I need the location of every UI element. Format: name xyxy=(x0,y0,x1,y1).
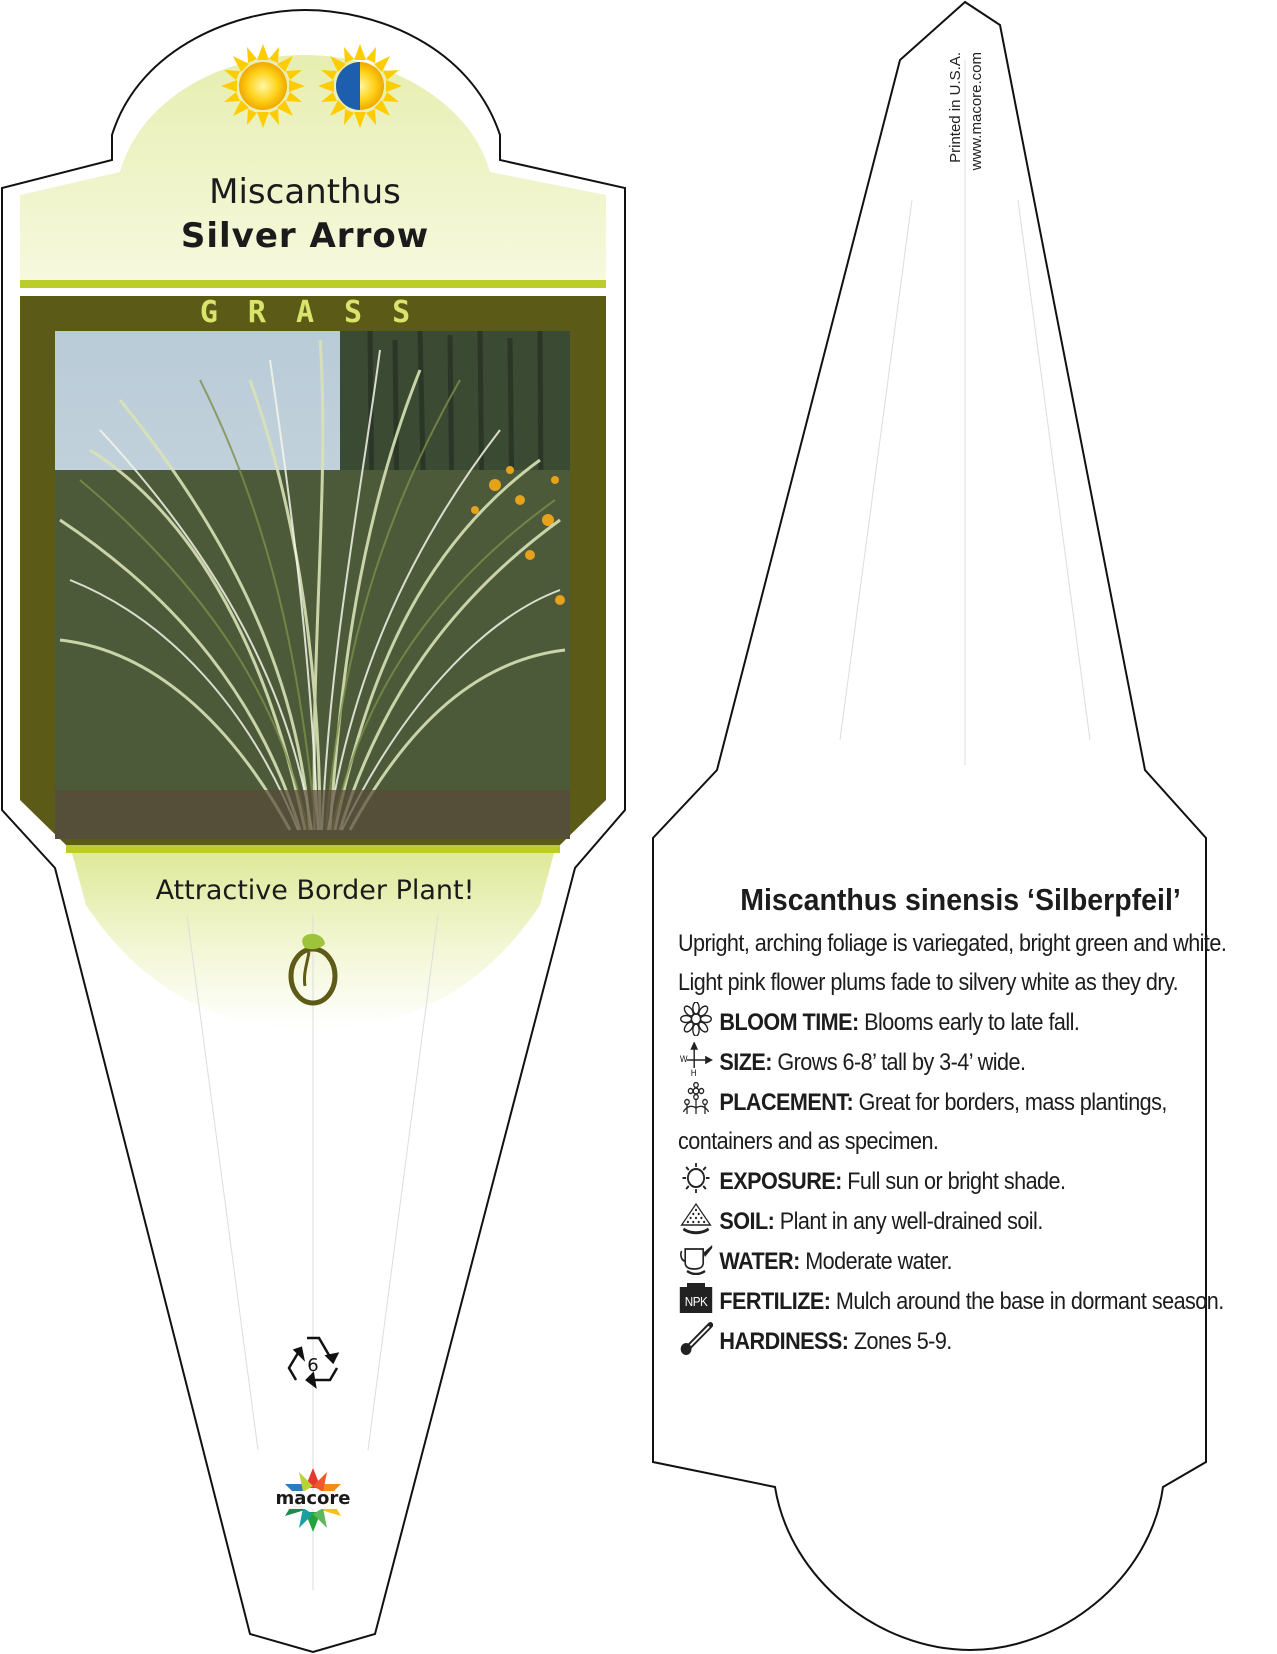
full-sun-icon xyxy=(221,44,305,128)
attr-label: SOIL: xyxy=(719,1208,775,1235)
printed-info xyxy=(945,52,987,272)
brand-name: macore xyxy=(275,1488,351,1509)
plant-cultivar: Silver Arrow xyxy=(180,216,430,256)
npk-icon xyxy=(678,1281,714,1315)
tagline: Attractive Border Plant! xyxy=(155,875,475,906)
attr-exposure xyxy=(678,1161,1243,1201)
sun-icon xyxy=(678,1161,714,1195)
attr-placement xyxy=(678,1082,1243,1161)
attr-label: WATER: xyxy=(719,1248,800,1275)
attr-text: Great for borders, mass plantings, containers and as specimen. xyxy=(678,1089,1167,1155)
plant-genus: Miscanthus xyxy=(209,172,401,212)
attr-text: Plant in any well-drained soil. xyxy=(779,1208,1043,1235)
attr-label: SIZE: xyxy=(719,1049,772,1076)
attr-label: BLOOM TIME: xyxy=(719,1009,859,1036)
attr-text: Grows 6-8’ tall by 3-4’ wide. xyxy=(777,1049,1026,1076)
attr-hardiness xyxy=(678,1321,1243,1361)
grass-photo xyxy=(55,331,570,839)
npk-label: NPK xyxy=(684,1294,708,1310)
svg-text:W: W xyxy=(679,1054,688,1066)
attr-size xyxy=(678,1042,1243,1082)
soil-icon xyxy=(678,1201,714,1235)
attr-soil xyxy=(678,1201,1243,1241)
svg-text:H: H xyxy=(690,1068,697,1076)
attr-water xyxy=(678,1241,1243,1281)
printed-line-1: Printed in U.S.A. xyxy=(947,52,964,163)
attr-text: Mulch around the base in dormant season. xyxy=(835,1288,1224,1315)
recycle-code: 6 xyxy=(307,1355,319,1376)
attr-text: Moderate water. xyxy=(805,1248,953,1275)
attr-text: Zones 5-9. xyxy=(853,1328,952,1355)
size-icon xyxy=(678,1042,714,1076)
placement-icon xyxy=(678,1082,714,1116)
part-sun-icon xyxy=(318,44,402,128)
top-divider-bar xyxy=(20,280,606,288)
attr-fertilize xyxy=(678,1281,1243,1321)
plant-description: Upright, arching foliage is variegated, bright green and white. Light pink flower plums fade to silvery white as they dry. xyxy=(678,930,1227,996)
watering-can-icon xyxy=(678,1241,714,1275)
attr-label: HARDINESS: xyxy=(719,1328,849,1355)
printed-line-2: www.macore.com xyxy=(968,52,985,171)
botanical-name: Miscanthus sinensis ‘Silberpfeil’ xyxy=(740,882,1181,917)
attr-bloom-time xyxy=(678,1002,1243,1042)
attr-text: Blooms early to late fall. xyxy=(864,1009,1080,1036)
thermometer-icon xyxy=(678,1321,714,1355)
attr-text: Full sun or bright shade. xyxy=(847,1168,1066,1195)
attr-label: PLACEMENT: xyxy=(719,1089,854,1116)
flower-icon xyxy=(678,1002,714,1036)
attr-label: FERTILIZE: xyxy=(719,1288,831,1315)
care-info xyxy=(678,882,1243,1361)
plant-category: GRASS xyxy=(199,295,441,330)
attr-label: EXPOSURE: xyxy=(719,1168,842,1195)
back-tag-outline xyxy=(653,2,1206,1650)
